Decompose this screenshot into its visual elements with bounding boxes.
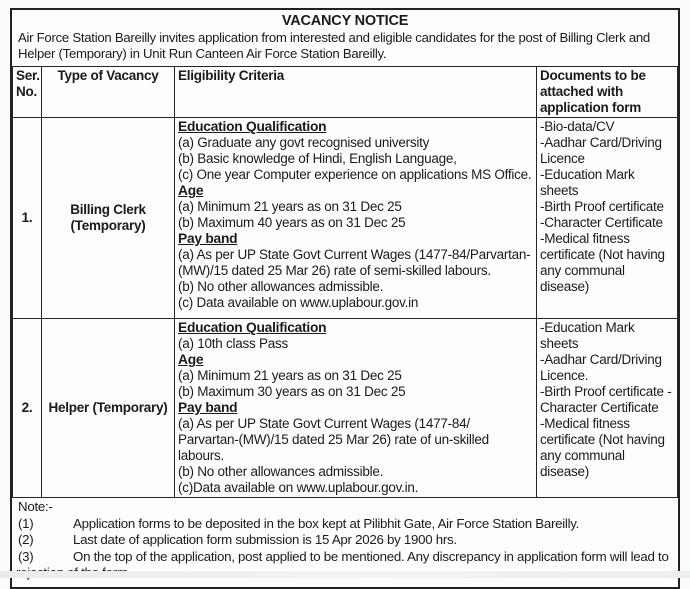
eligibility-line: (b) Basic knowledge of Hindi, English Language, — [178, 151, 457, 166]
vacancy-notice-document — [10, 8, 680, 589]
eligibility-line: (a) Minimum 21 years as on 31 Dec 25 — [178, 199, 402, 214]
pay-band-section — [178, 400, 533, 496]
header-type-of-vacancy: Type of Vacancy — [42, 67, 175, 118]
age-section — [178, 183, 533, 231]
eligibility-line: (a) As per UP State Govt Current Wages (1477-84/ Parvartan-(MW)/15 dated 25 Mar 26) rate of un-skilled labours. — [178, 416, 489, 463]
ser-no-cell: 2. — [13, 319, 42, 498]
document-line: -Bio-data/CV — [540, 119, 615, 134]
age-section — [178, 352, 533, 400]
section-heading: Age — [178, 183, 204, 198]
note-item-number: (3) — [18, 548, 34, 564]
eligibility-items — [178, 368, 533, 400]
document-line: -Aadhar Card/Driving Licence. — [540, 352, 662, 383]
note-item-text: On the top of the application, post applied to be mentioned. Any discrepancy in application form will lead to — [73, 548, 669, 564]
document-line: -Medical fitness certificate (Not having any communal disease) — [540, 231, 665, 294]
note-item-number: (2) — [18, 532, 34, 547]
document-line: -Birth Proof certificate — [540, 199, 664, 214]
vacancy-table — [12, 66, 678, 498]
table-row-billing-clerk — [13, 118, 678, 319]
eligibility-items — [178, 135, 533, 183]
vacancy-type-cell: Helper (Temporary) — [42, 319, 175, 498]
eligibility-items — [178, 416, 533, 496]
vacancy-type-cell: Billing Clerk (Temporary) — [42, 118, 175, 319]
section-heading: Age — [178, 352, 204, 367]
eligibility-items — [178, 336, 533, 352]
note-label: Note:- — [18, 499, 53, 514]
documents-list — [540, 119, 674, 295]
pay-band-section — [178, 231, 533, 311]
ser-no-cell: 1. — [13, 118, 42, 319]
header-documents: Documents to be attached with application form — [537, 67, 678, 118]
education-qualification-section — [178, 119, 533, 183]
note-item-number: (1) — [18, 515, 34, 531]
documents-cell — [537, 319, 678, 498]
note-item-text: Application forms to be deposited in the box kept at Pilibhit Gate, Air Force Station Bareilly. — [73, 515, 580, 531]
eligibility-items — [178, 199, 533, 231]
table-header-row — [13, 67, 678, 118]
eligibility-line: (a) 10th class Pass — [178, 336, 289, 351]
eligibility-line: (b) No other allowances admissible. — [178, 464, 384, 479]
eligibility-line: (b) Maximum 30 years as on 31 Dec 25 — [178, 384, 406, 399]
notice-intro: Air Force Station Bareilly invites application from interested and eligible candidates for the post of Billing Clerk and Helper (Temporary) in Unit Run Canteen Air Force Station Bareilly. — [18, 30, 650, 61]
document-line: -Education Mark sheets — [540, 320, 635, 351]
eligibility-items — [178, 247, 533, 311]
document-line: -Birth Proof certificate - Character Certificate — [540, 384, 672, 415]
section-heading: Education Qualification — [178, 320, 327, 335]
eligibility-line: (b) Maximum 40 years as on 31 Dec 25 — [178, 215, 406, 230]
eligibility-line: (c)Data available on www.uplabour.gov.in. — [178, 480, 419, 495]
eligibility-line: (a) Graduate any govt recognised university — [178, 135, 430, 150]
section-heading: Pay band — [178, 400, 238, 415]
section-heading: Education Qualification — [178, 119, 327, 134]
document-line: -Character Certificate — [540, 215, 663, 230]
header-ser-no: Ser. No. — [13, 67, 42, 118]
eligibility-line: (a) Minimum 21 years as on 31 Dec 25 — [178, 368, 402, 383]
note-item-text: Last date of application form submission is 15 Apr 2026 by 1900 hrs. — [73, 532, 457, 547]
section-heading: Pay band — [178, 231, 238, 246]
eligibility-line: (c) Data available on www.uplabour.gov.in — [178, 295, 419, 310]
education-qualification-section — [178, 320, 533, 352]
header-eligibility-criteria: Eligibility Criteria — [175, 67, 537, 118]
page-bottom-edge — [0, 571, 690, 578]
eligibility-line: (b) No other allowances admissible. — [178, 279, 384, 294]
document-line: -Aadhar Card/Driving Licence — [540, 135, 662, 166]
eligibility-cell — [175, 319, 537, 498]
note-item-2 — [16, 532, 672, 549]
documents-list — [540, 320, 674, 480]
eligibility-cell — [175, 118, 537, 319]
eligibility-line: (c) One year Computer experience on applications MS Office. — [178, 167, 532, 182]
note-item-1 — [16, 516, 672, 533]
document-line: -Education Mark sheets — [540, 167, 635, 198]
table-row-helper — [13, 319, 678, 498]
document-line: -Medical fitness certificate (Not having any communal disease) — [540, 416, 665, 479]
notice-title: VACANCY NOTICE — [281, 13, 409, 29]
documents-cell — [537, 118, 678, 319]
eligibility-line: (a) As per UP State Govt Current Wages (1477-84/Parvartan-(MW)/15 dated 25 Mar 26) rate of semi-skilled labours. — [178, 247, 531, 278]
